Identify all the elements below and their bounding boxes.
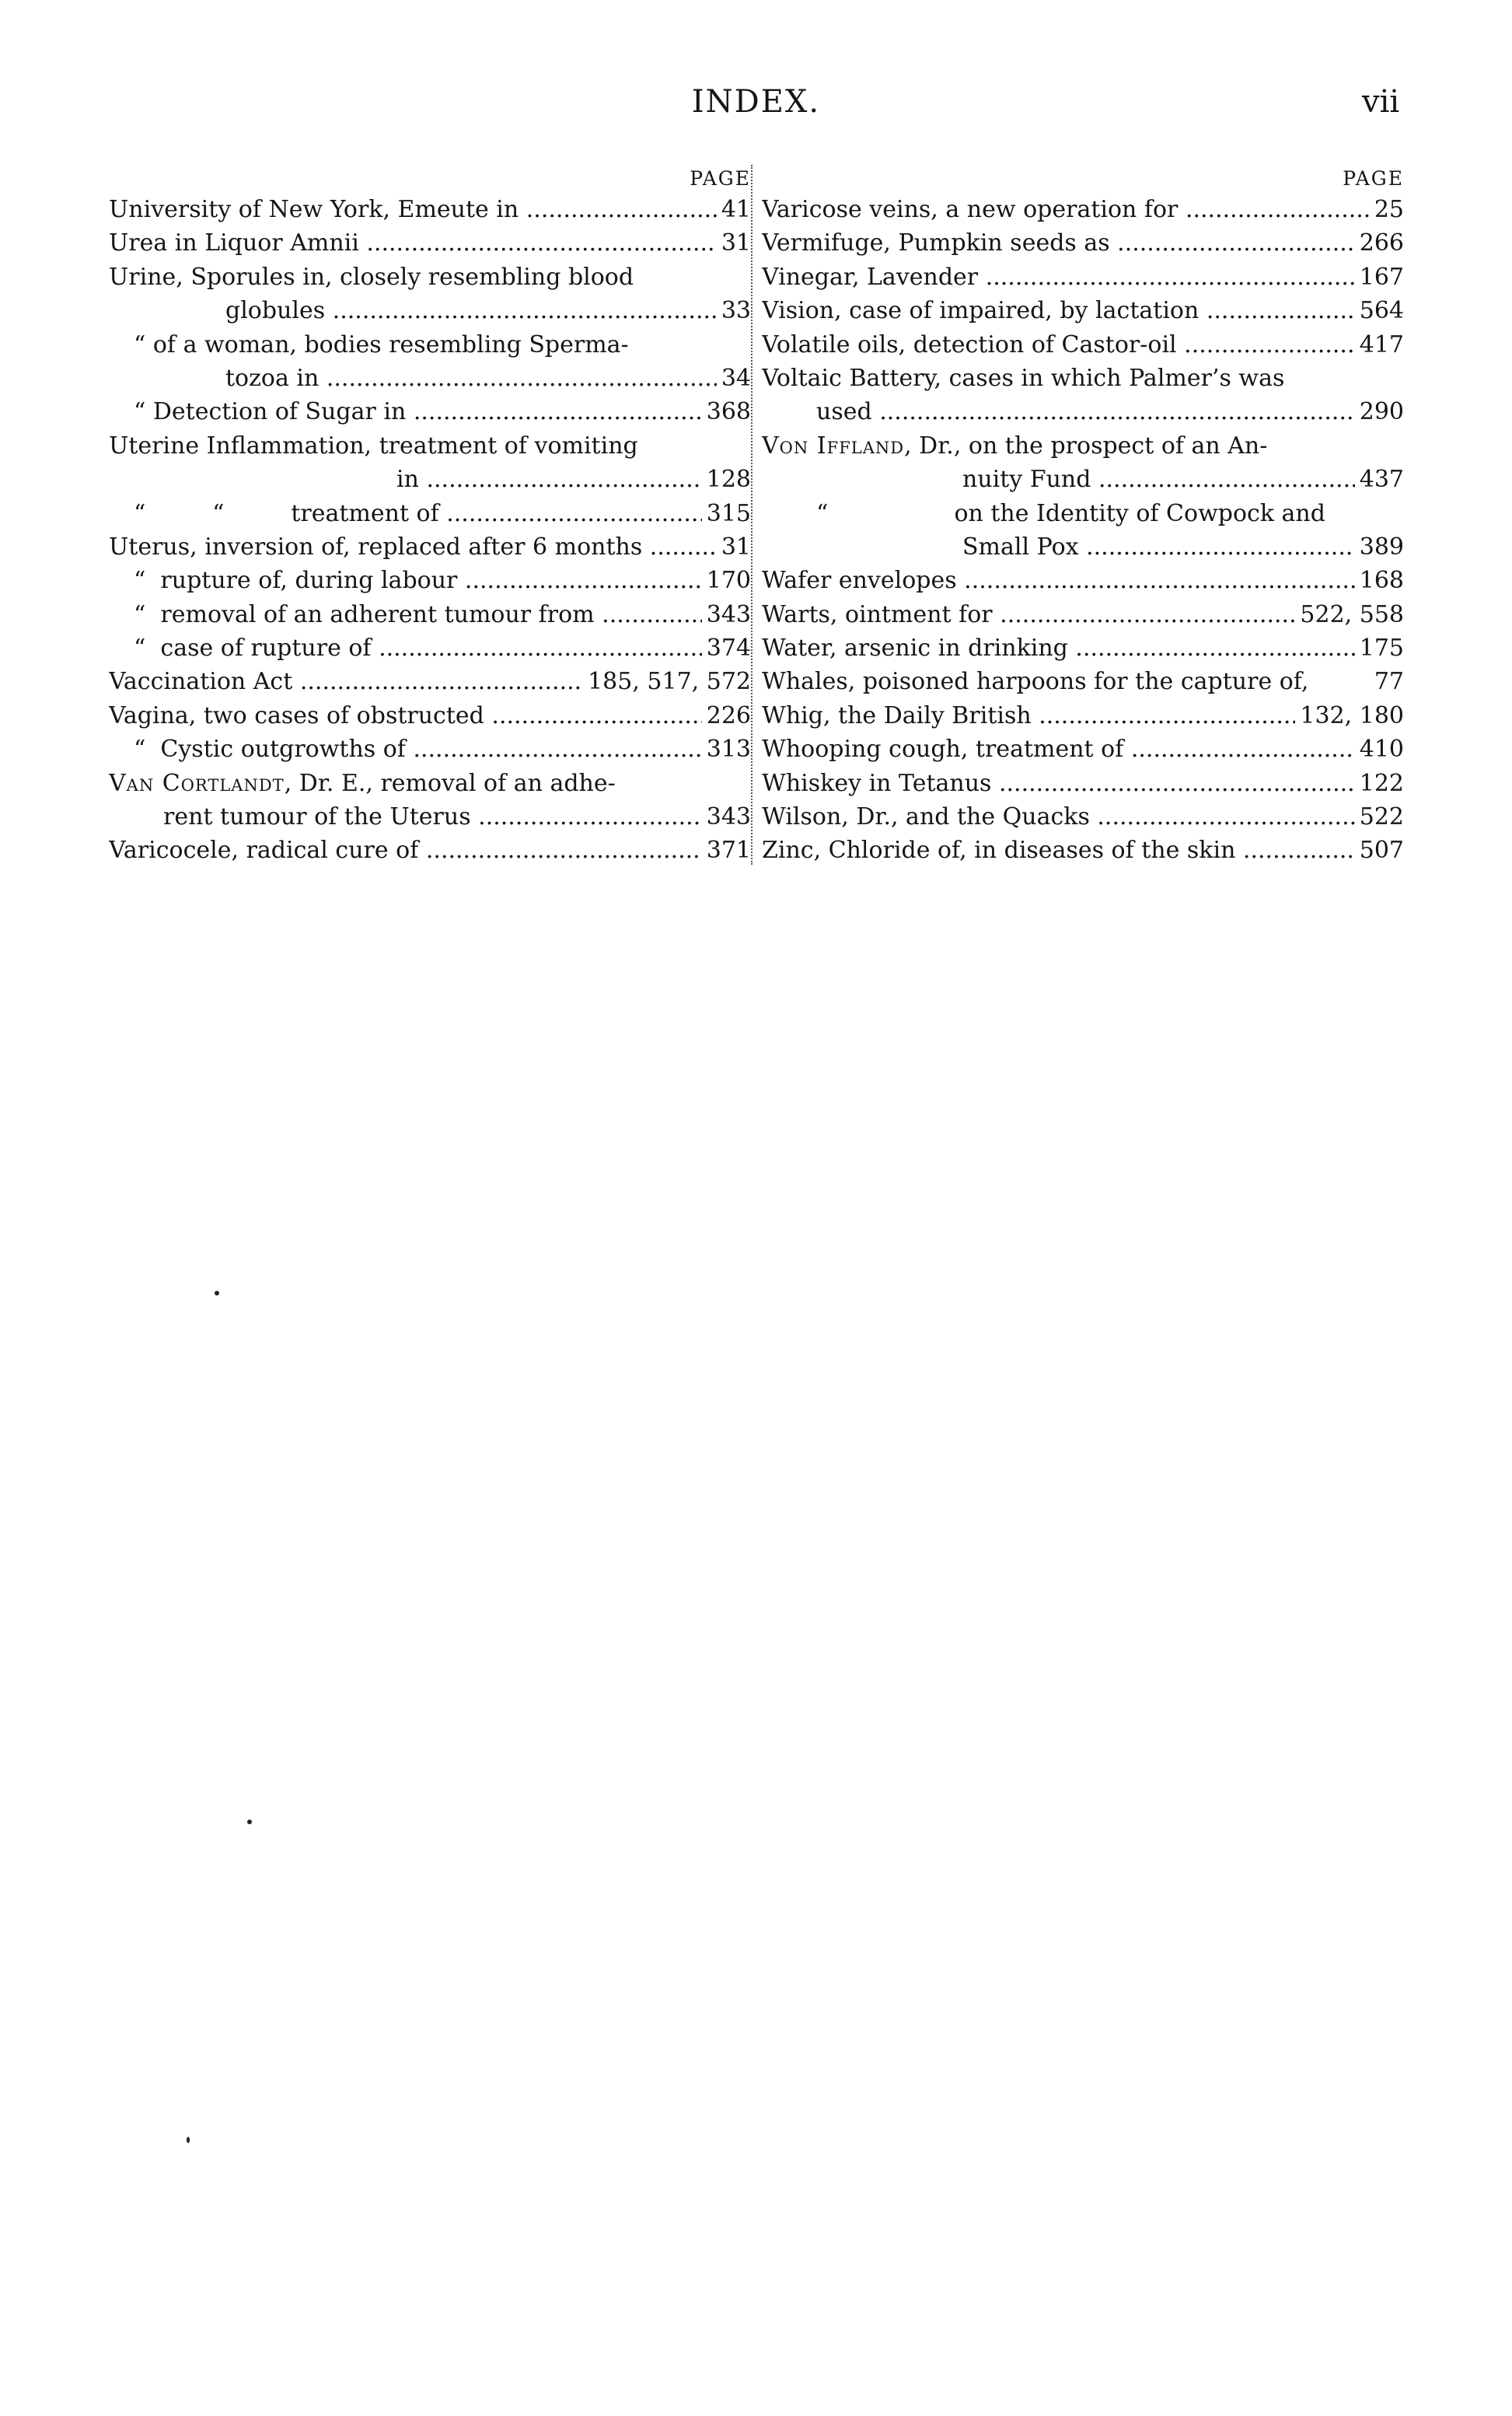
index-entry [109,226,751,260]
index-entry [762,362,1404,395]
index-entry-pages: 564 [1359,297,1404,325]
page-column-label: PAGE [690,167,751,190]
index-entry-pages: 34 [721,364,751,392]
index-entry-text: Vermifuge, Pumpkin seeds as ..... [762,226,1355,260]
index-entry [109,260,751,294]
index-entry-text: Vision, case of impaired, by lactation ..... [762,294,1355,327]
index-entry [762,699,1404,732]
index-entry-text: nuity Fund ..... [762,463,1355,496]
index-column-right [762,165,1404,868]
index-entry [762,732,1404,766]
index-entry-text: Whig, the Daily British ..... [762,699,1295,732]
index-entry [762,665,1404,698]
index-entry [762,294,1404,327]
index-entry-text: “ of a woman, bodies resembling Sperma- [134,330,629,358]
index-entry-text: “ Cystic outgrowths of ..... [109,732,702,766]
index-entry [109,193,751,226]
index-entry-text: in ..... [109,463,702,496]
index-entry [109,767,751,800]
index-entry-text: Voltaic Battery, cases in which Palmer’s was [762,364,1285,392]
index-entry-text: “ Detection of Sugar in ..... [109,395,702,428]
index-entry-pages: 31 [721,229,751,257]
scan-speck [187,2137,190,2143]
index-entry-text: Vagina, two cases of obstructed ..... [109,699,702,732]
index-entry-text: Vaccination Act ..... [109,665,583,698]
index-entry-text: University of New York, Emeute in ..... [109,193,717,226]
index-entry-text: Varicose veins, a new operation for ..... [762,193,1370,226]
index-entry-pages: 128 [706,466,751,494]
index-entries-right [762,193,1404,868]
index-entry [762,328,1404,362]
index-entry-text: Whooping cough, treatment of ..... [762,732,1355,766]
index-entry-text: “ rupture of, during labour ..... [109,564,702,597]
index-entry [762,463,1404,496]
index-entry [109,665,751,698]
index-entry [109,598,751,631]
index-entry [109,834,751,867]
index-entries-left [109,193,751,868]
index-entry-pages: 410 [1359,736,1404,764]
index-entry [762,598,1404,631]
index-entry-pages: 33 [721,297,751,325]
index-entry-pages: 122 [1359,769,1404,797]
index-entry-text: “ removal of an adherent tumour from ..... [109,598,702,631]
index-entry-pages: 226 [706,701,751,729]
index-entry-text: Warts, ointment for ..... [762,598,1295,631]
index-entry-text: Vinegar, Lavender ..... [762,260,1355,294]
index-entry-text: Whales, poisoned harpoons for the capture of, [762,668,1309,696]
index-entry-text: “ “ treatment of ..... [109,497,702,530]
index-entry [109,429,751,463]
index-entry-pages: 290 [1359,398,1404,426]
index-entry [762,193,1404,226]
index-entry [762,530,1404,564]
index-entry [762,800,1404,834]
index-entry-pages: 507 [1359,837,1404,865]
index-entry-text: Water, arsenic in drinking ..... [762,631,1355,665]
index-entry [762,226,1404,260]
index-entry-pages: 343 [706,600,751,628]
index-entry [109,497,751,530]
index-entry [762,834,1404,867]
index-entry-pages: 132, 180 [1300,701,1404,729]
index-entry-text: Small Pox ..... [762,530,1355,564]
index-entry-pages: 417 [1359,330,1404,358]
index-entry-text: Varicocele, radical cure of ..... [109,834,702,867]
index-entry-text: Von Iffland, Dr., on the prospect of an An- [762,432,1268,460]
index-entry-pages: 175 [1359,635,1404,663]
index-entry-pages: 522 [1359,803,1404,831]
index-entry-text: Urine, Sporules in, closely resembling blood [109,263,634,291]
page-title: INDEX. [691,84,821,120]
index-entry [109,732,751,766]
index-entry [109,530,751,564]
index-entry-text: globules ..... [109,294,717,327]
index-entry-pages: 167 [1359,263,1404,291]
index-entry-pages: 168 [1359,567,1404,595]
index-entry [762,767,1404,800]
index-entry [109,294,751,327]
index-entry-text: Urea in Liquor Amnii ..... [109,226,717,260]
index-entry-text: Wafer envelopes ..... [762,564,1355,597]
scan-speck [247,1820,252,1824]
index-entry-text: Whiskey in Tetanus ..... [762,767,1355,800]
scan-speck [215,1291,219,1295]
index-entry-text: tozoa in ..... [109,362,717,395]
index-entry-text: “ on the Identity of Cowpock and [816,499,1325,527]
index-entry-pages: 315 [706,499,751,527]
index-entry-text: Uterine Inflammation, treatment of vomiting [109,432,638,460]
index-entry-text: Zinc, Chloride of, in diseases of the skin ..... [762,834,1355,867]
index-entry [109,699,751,732]
index-entry-pages: 25 [1374,196,1404,223]
index-entry-pages: 313 [706,736,751,764]
index-entry-pages: 77 [1374,668,1404,696]
index-entry-pages: 343 [706,803,751,831]
index-entry-text: “ case of rupture of ..... [109,631,702,665]
index-column-left [109,165,751,868]
index-entry-pages: 522, 558 [1300,600,1404,628]
index-entry-pages: 374 [706,635,751,663]
index-entry-text: Wilson, Dr., and the Quacks ..... [762,800,1355,834]
index-entry [762,564,1404,597]
index-entry [109,328,751,362]
index-entry-text: Van Cortlandt, Dr. E., removal of an adhe- [109,769,616,797]
index-entry [762,260,1404,294]
index-entry [109,362,751,395]
index-entry [762,395,1404,428]
index-entry-pages: 31 [721,533,751,561]
index-entry [109,631,751,665]
index-entry [109,564,751,597]
index-entry-pages: 389 [1359,533,1404,561]
index-entry [109,395,751,428]
index-entry-pages: 368 [706,398,751,426]
index-entry [109,800,751,834]
index-entry-text: used ..... [762,395,1355,428]
index-entry-text: Uterus, inversion of, replaced after 6 months ..... [109,530,717,564]
page-number: vii [1362,84,1400,120]
index-entry [762,497,1404,530]
index-entry-pages: 170 [706,567,751,595]
index-entry [762,429,1404,463]
index-entry-pages: 437 [1359,466,1404,494]
index-entry-pages: 371 [706,837,751,865]
index-entry-text: Volatile oils, detection of Castor-oil ..... [762,328,1355,362]
index-entry-text: rent tumour of the Uterus ..... [109,800,702,834]
page-column-label: PAGE [1343,167,1404,190]
index-entry-pages: 41 [721,196,751,223]
column-divider [751,165,753,865]
index-entry-pages: 185, 517, 572 [588,668,751,696]
index-entry [109,463,751,496]
index-entry [762,631,1404,665]
index-entry-pages: 266 [1359,229,1404,257]
